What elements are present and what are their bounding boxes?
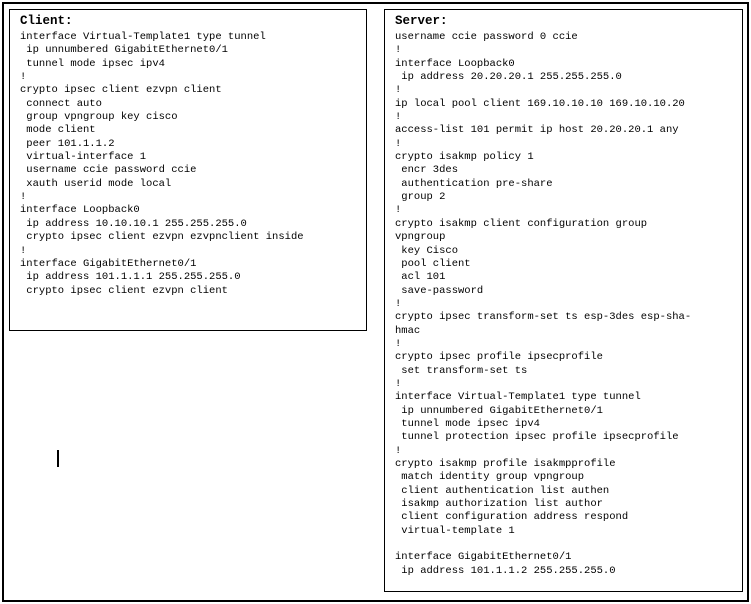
server-title: Server:: [395, 14, 448, 28]
client-config-text[interactable]: interface Virtual-Template1 type tunnel ip unnumbered GigabitEthernet0/1 tunnel mode ipsec ipv4 ! crypto ipsec client ezvpn client connect auto group vpngroup key cisco mode client peer 101.1.1.2 virtual-interface 1 username ccie password ccie xauth userid mode local ! interface Loopback0 ip address 10.10.10.1 255.255.255.0 crypto ipsec client ezvpn ezvpnclient inside ! interface GigabitEthernet0/1 ip address 101.1.1.1 255.255.255.0 crypto ipsec client ezvpn client: [20, 31, 304, 297]
server-config-text[interactable]: username ccie password 0 ccie ! interface Loopback0 ip address 20.20.20.1 255.255.255.0 ! ip local pool client 169.10.10.10 169.10.10.20 ! access-list 101 permit ip host 20.20.20.1 any ! crypto isakmp policy 1 encr 3des authentication pre-share group 2 ! crypto isakmp client configuration group vpngroup key Cisco pool client acl 101 save-password ! crypto ipsec transform-set ts esp-3des esp-sha- hmac ! crypto ipsec profile ipsecprofile set transform-set ts ! interface Virtual-Template1 type tunnel ip unnumbered GigabitEthernet0/1 tunnel mode ipsec ipv4 tunnel protection ipsec profile ipsecprofile ! crypto isakmp profile isakmpprofile match identity group vpngroup client authentication list authen isakmp authorization list author client configuration address respond virtual-template 1 interface GigabitEthernet0/1 ip address 101.1.1.2 255.255.255.0: [395, 31, 692, 577]
server-config-panel: [384, 9, 743, 592]
text-cursor: [57, 450, 59, 467]
client-title: Client:: [20, 14, 73, 28]
client-config-panel: [9, 9, 367, 331]
